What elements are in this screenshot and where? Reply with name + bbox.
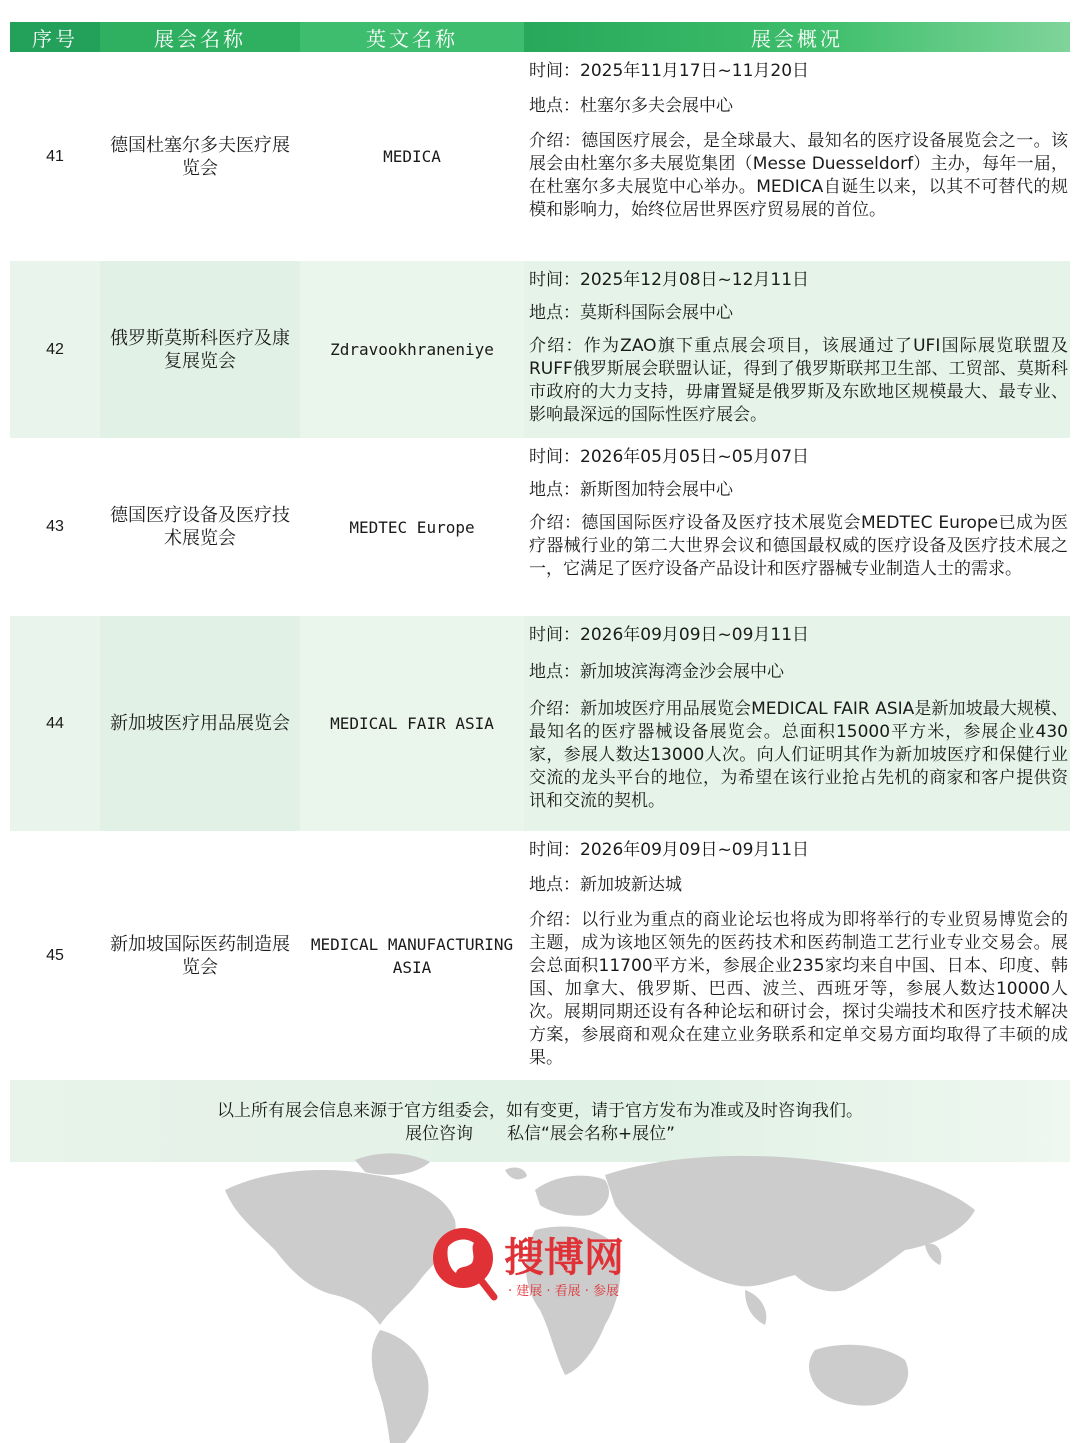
svg-text:搜博网: 搜博网	[504, 1235, 624, 1281]
row-place: 地点：新加坡新达城	[529, 875, 682, 895]
row-no: 45	[10, 831, 100, 1080]
row-en: Zdravookhraneniye	[300, 261, 524, 438]
row-place: 地点：新加坡滨海湾金沙会展中心	[529, 662, 784, 682]
row-name: 德国杜塞尔多夫医疗展览会	[100, 52, 300, 261]
sobo-logo-image	[430, 1225, 660, 1305]
row-name: 新加坡医疗用品展览会	[100, 616, 300, 831]
row-en: MEDICAL MANUFACTURING ASIA	[300, 831, 524, 1080]
exhibition-table	[10, 22, 1070, 1080]
row-overview	[524, 438, 1070, 616]
row-intro: 介绍：作为ZAO旗下重点展会项目，该展通过了UFI国际展览联盟及RUFF俄罗斯展会联盟认证，得到了俄罗斯联邦卫生部、工贸部、莫斯科市政府的大力支持，毋庸置疑是俄罗斯及东欧地区规模最大、最专业、影响最深远的国际性医疗展会。	[529, 336, 1068, 425]
row-no: 44	[10, 616, 100, 831]
row-time: 时间：2026年09月09日~09月11日	[529, 840, 810, 860]
row-name: 德国医疗设备及医疗技术展览会	[100, 438, 300, 616]
row-no: 43	[10, 438, 100, 616]
table-row	[10, 52, 1070, 261]
row-intro: 介绍：德国医疗展会，是全球最大、最知名的医疗设备展览会之一。该展会由杜塞尔多夫展览集团（Messe Duesseldorf）主办，每年一届，在杜塞尔多夫展览中心举办。MEDICA自诞生以来，以其不可替代的规模和影响力，始终位居世界医疗贸易展的首位。	[529, 131, 1068, 220]
row-time: 时间：2026年05月05日~05月07日	[529, 447, 810, 467]
row-time: 时间：2026年09月09日~09月11日	[529, 625, 810, 645]
header-name: 展会名称	[100, 22, 300, 52]
row-intro: 介绍：以行业为重点的商业论坛也将成为即将举行的专业贸易博览会的主题，成为该地区领先的医药技术和医药制造工艺行业专业交易会。展会总面积11700平方米，参展企业235家均来自中国、日本、印度、韩国、加拿大、俄罗斯、巴西、波兰、西班牙等，参展人数达10000人次。展期同期还设有各种论坛和研讨会，探讨尖端技术和医疗技术解决方案，参展商和观众在建立业务联系和定单交易方面均取得了丰硕的成果。	[529, 910, 1068, 1068]
row-place: 地点：杜塞尔多夫会展中心	[529, 96, 733, 116]
row-overview	[524, 831, 1070, 1080]
footer-line1: 以上所有展会信息来源于官方组委会，如有变更，请于官方发布为准或及时咨询我们。	[217, 1101, 863, 1121]
row-no: 42	[10, 261, 100, 438]
svg-text:· 建展 · 看展 · 参展: · 建展 · 看展 · 参展	[508, 1284, 620, 1299]
row-intro: 介绍：德国国际医疗设备及医疗技术展览会MEDTEC Europe已成为医疗器械行业的第二大世界会议和德国最权威的医疗设备及医疗技术展之一，它满足了医疗设备产品设计和医疗器械专业制造人士的需求。	[529, 513, 1068, 579]
row-overview	[524, 261, 1070, 438]
row-place: 地点：莫斯科国际会展中心	[529, 303, 733, 323]
table-row	[10, 616, 1070, 831]
row-intro: 介绍：新加坡医疗用品展览会MEDICAL FAIR ASIA是新加坡最大规模、最知名的医疗器械设备展览会。总面积15000平方米，参展企业430家，参展人数达13000人次。向人们证明其作为新加坡医疗和保健行业交流的龙头平台的地位，为希望在该行业抢占先机的商家和客户提供资讯和交流的契机。	[529, 699, 1068, 811]
table-row	[10, 831, 1070, 1080]
row-en: MEDTEC Europe	[300, 438, 524, 616]
table-row	[10, 438, 1070, 616]
header-no: 序号	[10, 22, 100, 52]
row-no: 41	[10, 52, 100, 261]
row-time: 时间：2025年11月17日~11月20日	[529, 61, 810, 81]
row-overview	[524, 616, 1070, 831]
row-time: 时间：2025年12月08日~12月11日	[529, 270, 810, 290]
table-header	[10, 22, 1070, 52]
header-overview: 展会概况	[524, 22, 1070, 52]
header-en: 英文名称	[300, 22, 524, 52]
row-name: 俄罗斯莫斯科医疗及康复展览会	[100, 261, 300, 438]
footer-line2: 展位咨询 私信“展会名称+展位”	[405, 1124, 675, 1144]
row-en: MEDICA	[300, 52, 524, 261]
row-overview	[524, 52, 1070, 261]
table-row	[10, 261, 1070, 438]
row-name: 新加坡国际医药制造展览会	[100, 831, 300, 1080]
row-en: MEDICAL FAIR ASIA	[300, 616, 524, 831]
row-place: 地点：新斯图加特会展中心	[529, 480, 733, 500]
